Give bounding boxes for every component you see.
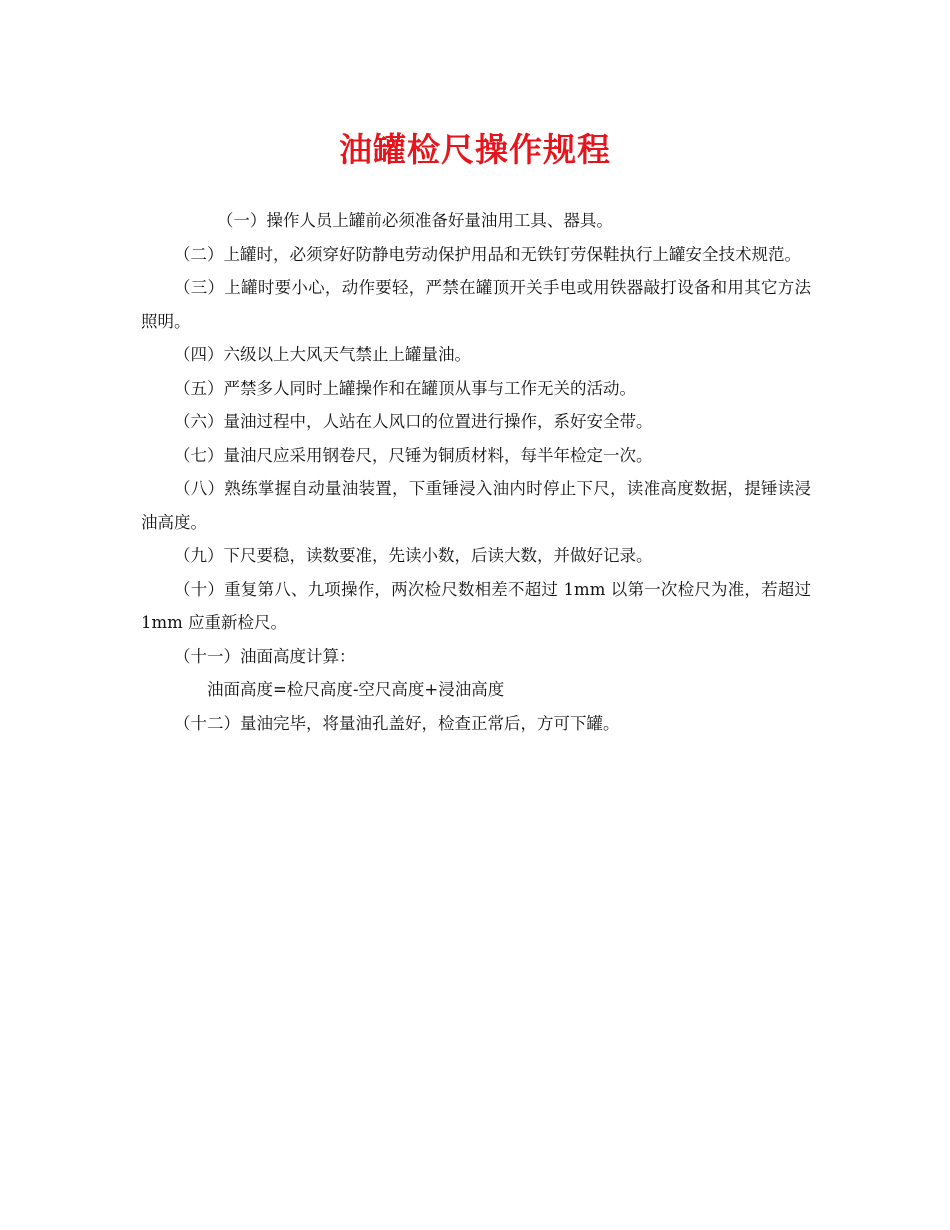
paragraph-10: （十）重复第八、九项操作，两次检尺数相差不超过 1mm 以第一次检尺为准，若超过 1mm 应重新检尺。 <box>141 579 811 632</box>
paragraph-2: （二）上罐时，必须穿好防静电劳动保护用品和无铁钉劳保鞋执行上罐安全技术规范。 <box>174 244 801 264</box>
paragraph-11: （十一）油面高度计算： <box>174 646 356 666</box>
paragraph-12: （十二）量油完毕，将量油孔盖好，检查正常后，方可下罐。 <box>174 713 620 733</box>
document-body <box>141 204 811 740</box>
paragraph-6: （六）量油过程中，人站在人风口的位置进行操作，系好安全带。 <box>174 412 653 431</box>
paragraph-9: （九）下尺要稳，读数要准，先读小数，后读大数，并做好记录。 <box>174 546 653 565</box>
paragraph-7: （七）量油尺应采用钢卷尺，尺锤为铜质材料，每半年检定一次。 <box>174 445 653 465</box>
document-title: 油罐检尺操作规程 <box>339 130 611 169</box>
paragraph-8: （八）熟练掌握自动量油装置，下重锤浸入油内时停止下尺，读准高度数据，提锤读浸油高度。 <box>141 479 811 532</box>
formula-line: 油面高度=检尺高度-空尺高度+浸油高度 <box>207 680 505 699</box>
paragraph-3: （三）上罐时要小心，动作要轻，严禁在罐顶开关手电或用铁器敲打设备和用其它方法照明。 <box>141 278 811 331</box>
paragraph-1: （一）操作人员上罐前必须准备好量油用工具、器具。 <box>216 211 613 230</box>
paragraph-5: （五）严禁多人同时上罐操作和在罐顶从事与工作无关的活动。 <box>174 378 636 398</box>
paragraph-4: （四）六级以上大风天气禁止上罐量油。 <box>174 345 471 364</box>
